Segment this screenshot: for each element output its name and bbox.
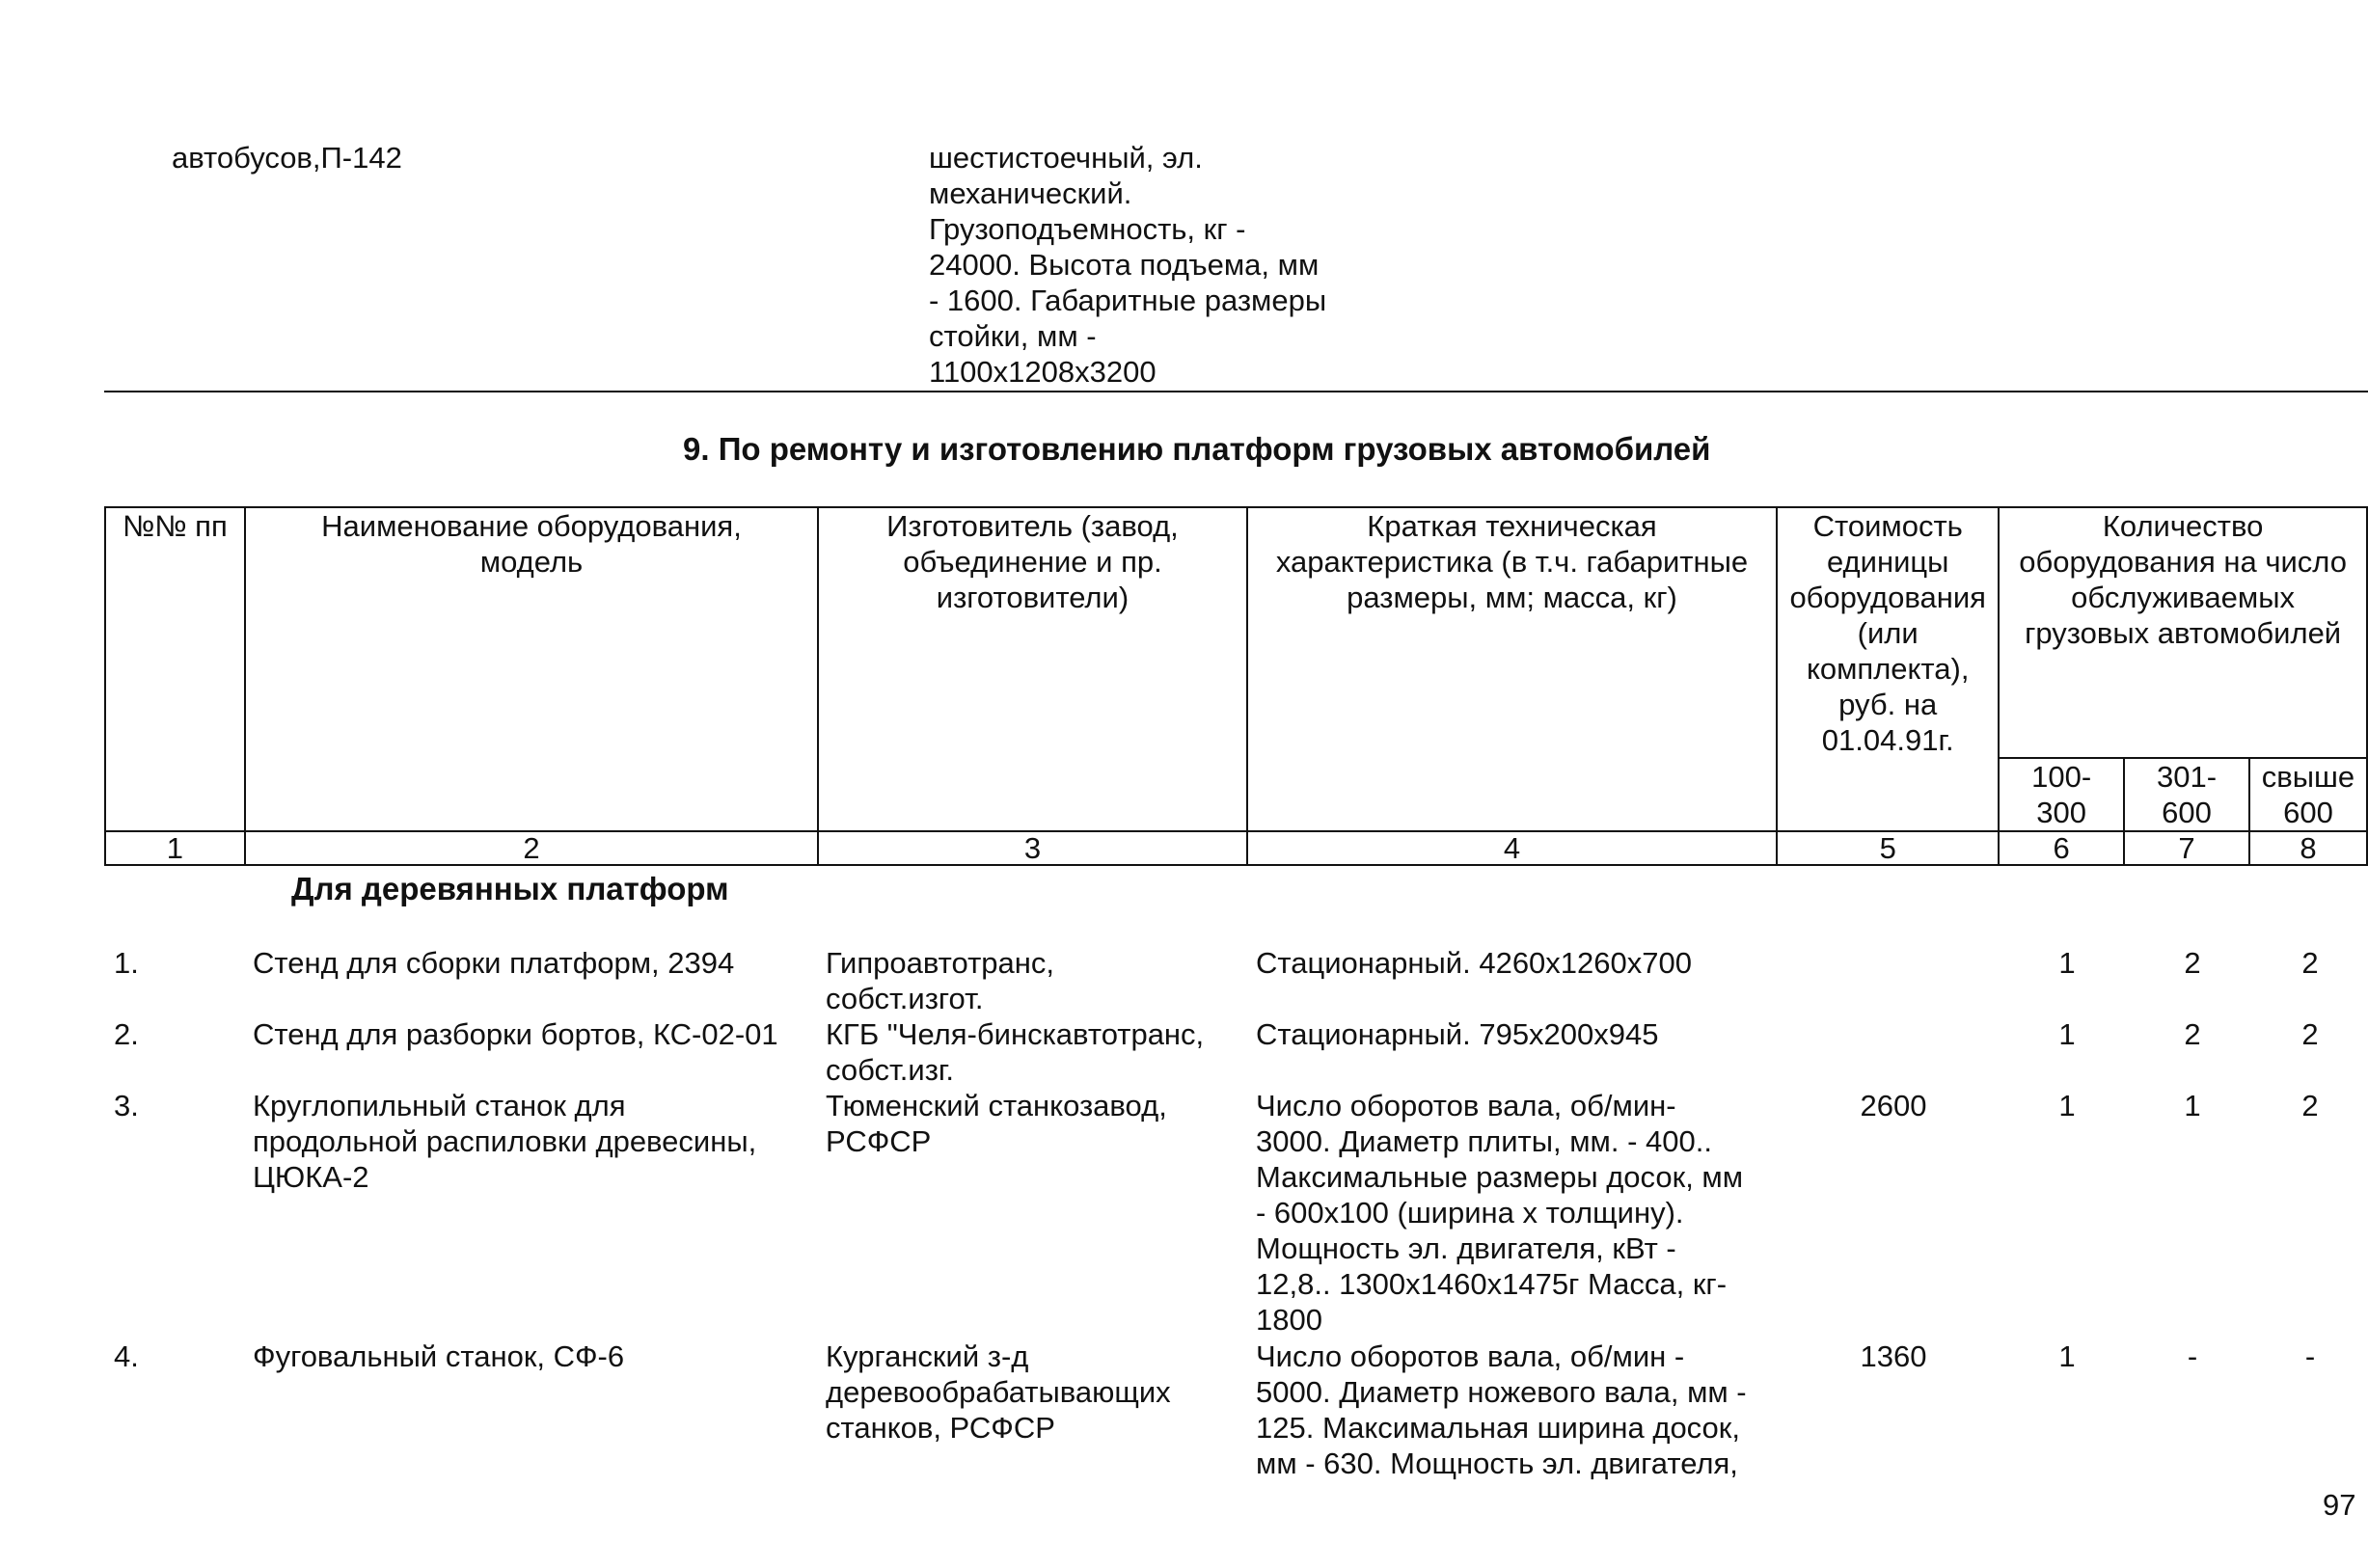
col-number: 7	[2124, 831, 2249, 865]
row-name: Стенд для сборки платформ, 2394	[253, 946, 735, 980]
row-num: 2.	[114, 1017, 139, 1051]
row-maker: Гипроавтотранс, собст.изгот.	[826, 946, 1054, 1015]
row-qty-2: -	[2187, 1339, 2198, 1373]
header-qty-100-300: 100- 300	[1999, 758, 2124, 831]
section-title: 9. По ремонту и изготовлению платформ грузовых автомобилей	[683, 431, 1711, 467]
header-col-maker: Изготовитель (завод, объединение и пр. изготовители)	[818, 507, 1247, 831]
prev-row-name: автобусов,П-142	[172, 141, 402, 175]
header-table	[104, 506, 2368, 866]
header-qty-over-600: свыше 600	[2249, 758, 2367, 831]
row-qty-1: 1	[2058, 1339, 2076, 1373]
row-qty-3: -	[2304, 1339, 2316, 1373]
row-cost: 2600	[1860, 1089, 1927, 1122]
row-spec: Число оборотов вала, об/мин- 3000. Диаметр плиты, мм. - 400.. Максимальные размеры досок, мм - 600х100 (ширина х толщину). Мощность эл. двигателя, кВт - 12,8.. 1300х1460х1475г Масса, кг- 1800	[1256, 1089, 1744, 1337]
header-col-qty: Количество оборудования на число обслуживаемых грузовых автомобилей	[1999, 507, 2367, 758]
header-col-cost: Стоимость единицы оборудования (или комплекта), руб. на 01.04.91г.	[1777, 507, 1999, 831]
row-spec: Стационарный. 795х200х945	[1256, 1017, 1659, 1051]
row-qty-2: 1	[2184, 1089, 2201, 1122]
row-num: 1.	[114, 946, 139, 980]
row-qty-1: 1	[2058, 1089, 2076, 1122]
row-num: 4.	[114, 1339, 139, 1373]
header-col-num: №№ пп	[105, 507, 245, 831]
col-number: 6	[1999, 831, 2124, 865]
row-maker: Курганский з-д деревообрабатывающих станков, РСФСР	[826, 1339, 1171, 1445]
row-cost: 1360	[1860, 1339, 1927, 1373]
col-number: 5	[1777, 831, 1999, 865]
col-number: 2	[245, 831, 818, 865]
col-number: 4	[1247, 831, 1777, 865]
separator-line	[104, 391, 2368, 392]
row-num: 3.	[114, 1089, 139, 1122]
row-name: Фуговальный станок, СФ-6	[253, 1339, 625, 1373]
row-name: Стенд для разборки бортов, КС-02-01	[253, 1017, 778, 1051]
row-qty-2: 2	[2184, 946, 2201, 980]
row-qty-3: 2	[2301, 1089, 2319, 1122]
col-number: 8	[2249, 831, 2367, 865]
col-number: 3	[818, 831, 1247, 865]
row-qty-3: 2	[2301, 1017, 2319, 1051]
header-col-spec: Краткая техническая характеристика (в т.ч. габаритные размеры, мм; масса, кг)	[1247, 507, 1777, 831]
row-maker: Тюменский станкозавод, РСФСР	[826, 1089, 1167, 1158]
row-qty-2: 2	[2184, 1017, 2201, 1051]
row-qty-1: 1	[2058, 1017, 2076, 1051]
header-col-name: Наименование оборудования, модель	[245, 507, 818, 831]
row-spec: Число оборотов вала, об/мин - 5000. Диаметр ножевого вала, мм - 125. Максимальная ширина досок, мм - 630. Мощность эл. двигателя,	[1256, 1339, 1747, 1480]
row-qty-3: 2	[2301, 946, 2319, 980]
row-maker: КГБ "Челя-бинскавтотранс, собст.изг.	[826, 1017, 1205, 1087]
subsection-title: Для деревянных платформ	[291, 871, 729, 906]
prev-row-spec: шестистоечный, эл. механический. Грузоподъемность, кг - 24000. Высота подъема, мм - 1600. Габаритные размеры стойки, мм - 1100х1208х3200	[929, 141, 1327, 389]
row-name: Круглопильный станок для продольной распиловки древесины, ЦЮКА-2	[253, 1089, 757, 1194]
row-qty-1: 1	[2058, 946, 2076, 980]
page-number: 97	[2323, 1488, 2356, 1522]
col-number: 1	[105, 831, 245, 865]
header-qty-301-600: 301- 600	[2124, 758, 2249, 831]
row-spec: Стационарный. 4260х1260х700	[1256, 946, 1692, 980]
